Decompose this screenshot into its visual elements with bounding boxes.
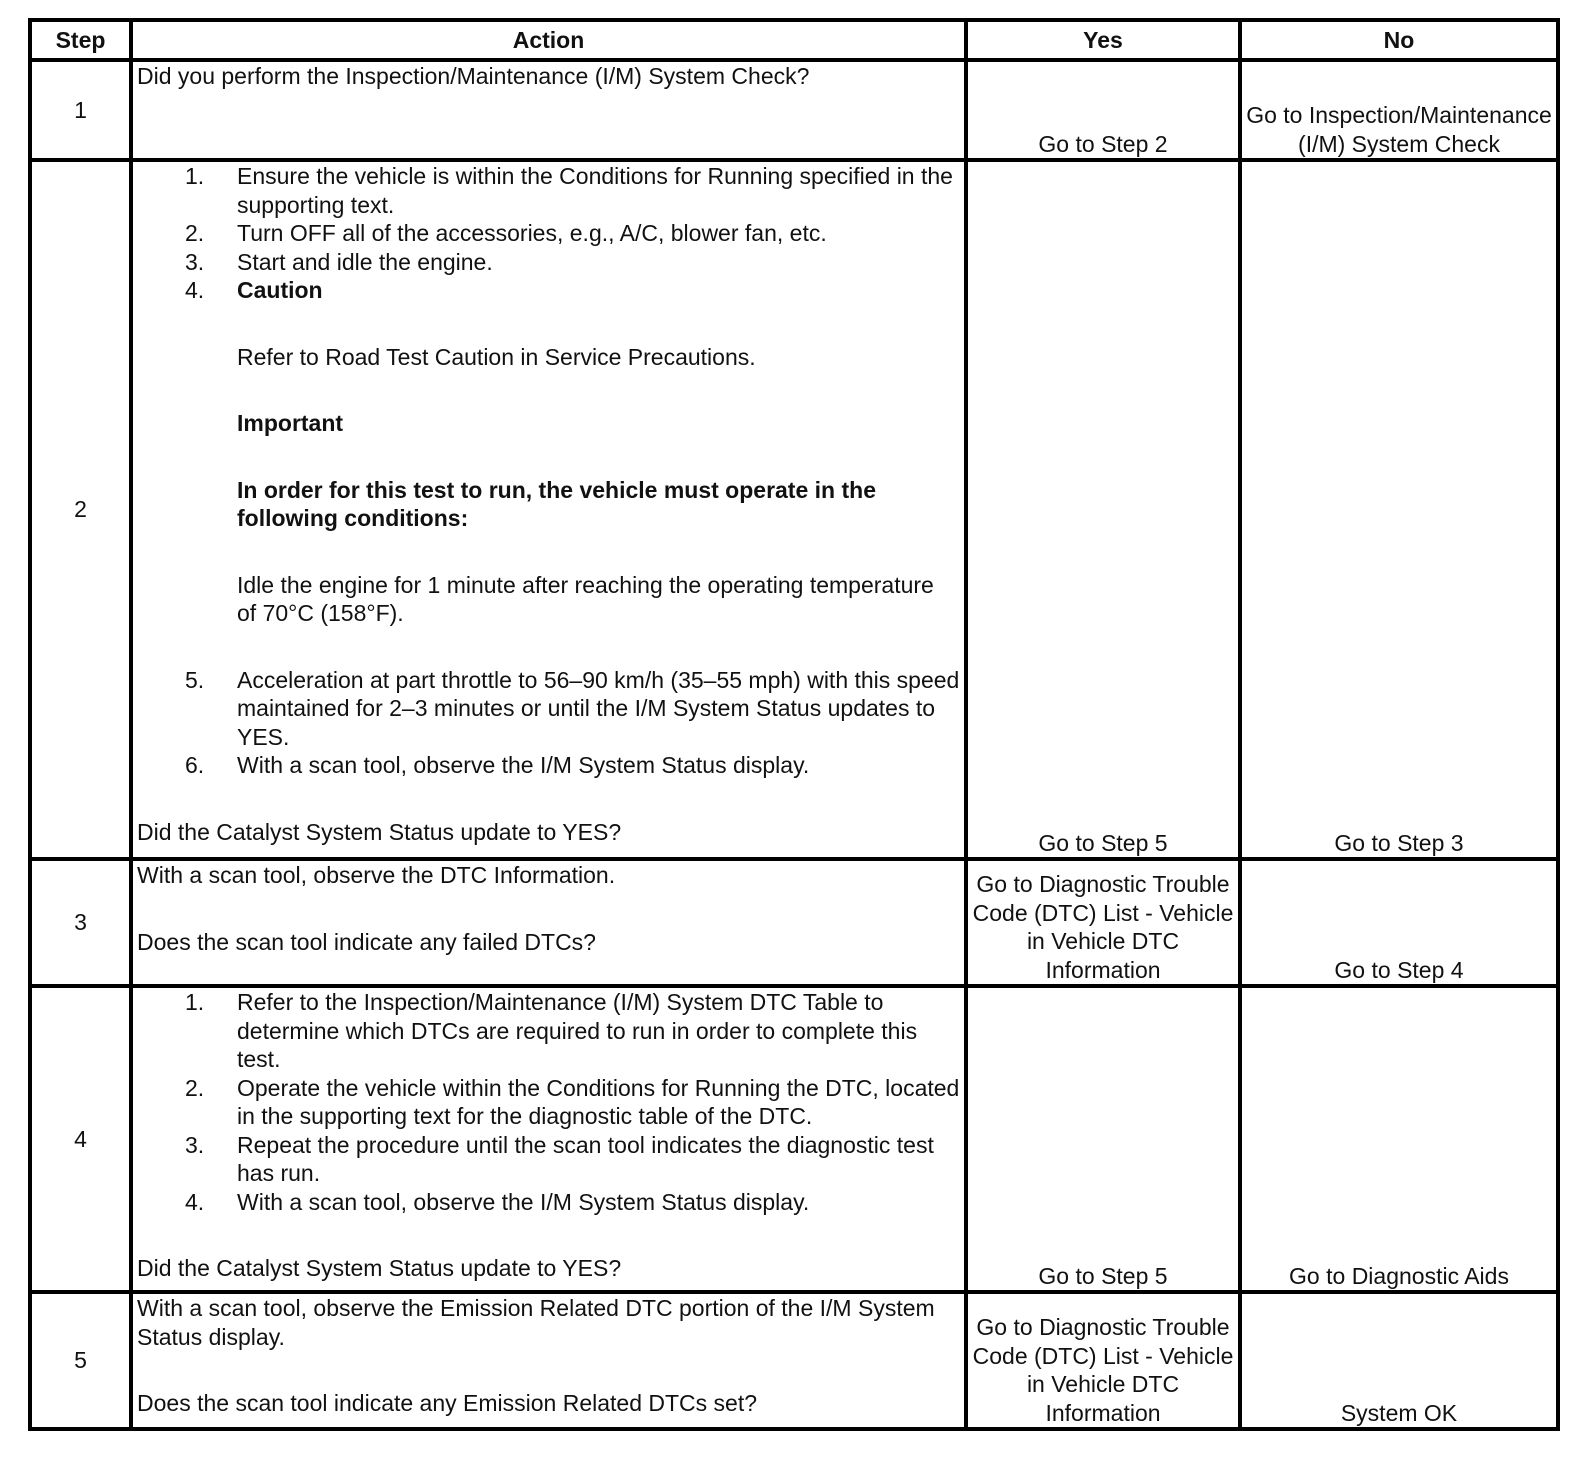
list-item-text: Turn OFF all of the accessories, e.g., A/C, blower fan, etc. — [237, 220, 827, 246]
list-item-number: 2. — [185, 220, 205, 246]
header-action: Action — [131, 20, 966, 60]
list-item-number: 1. — [185, 989, 205, 1015]
procedure-list — [137, 162, 960, 305]
list-item-text: With a scan tool, observe the I/M System Status display. — [237, 752, 810, 778]
list-item — [185, 988, 960, 1074]
table-row — [30, 859, 1558, 986]
list-item — [185, 276, 960, 305]
action-question: Did the Catalyst System Status update to YES? — [137, 1255, 622, 1281]
step-number: 2 — [30, 160, 131, 859]
action-question: Does the scan tool indicate any Emission Related DTCs set? — [137, 1390, 758, 1416]
list-item — [185, 219, 960, 248]
yes-cell[interactable]: Go to Step 2 — [966, 60, 1240, 160]
caution-label: Caution — [237, 277, 323, 303]
no-cell[interactable]: Go to Step 4 — [1240, 859, 1558, 986]
procedure-list — [137, 988, 960, 1216]
step-number: 1 — [30, 60, 131, 160]
list-item-number: 1. — [185, 163, 205, 189]
list-item-number: 6. — [185, 752, 205, 778]
yes-cell[interactable]: Go to Diagnostic Trouble Code (DTC) List - Vehicle in Vehicle DTC Information — [966, 859, 1240, 986]
list-item-number: 4. — [185, 277, 205, 303]
step-number: 4 — [30, 986, 131, 1292]
list-item-text: Acceleration at part throttle to 56–90 km/h (35–55 mph) with this speed maintained for 2–3 minutes or until the I/M System Status updates to YES. — [237, 666, 960, 750]
action-cell — [131, 986, 966, 1292]
list-item-number: 3. — [185, 248, 205, 275]
action-cell — [131, 1292, 966, 1429]
diagnostic-table — [28, 18, 1560, 1431]
list-item-number: 4. — [185, 1188, 205, 1215]
list-item-number: 5. — [185, 666, 205, 693]
action-instruction: With a scan tool, observe the Emission Related DTC portion of the I/M System Status display. — [137, 1295, 935, 1350]
yes-cell[interactable]: Go to Step 5 — [966, 160, 1240, 859]
action-cell — [131, 60, 966, 160]
action-cell — [131, 859, 966, 986]
no-cell[interactable]: System OK — [1240, 1292, 1558, 1429]
no-cell[interactable]: Go to Diagnostic Aids — [1240, 986, 1558, 1292]
step-number: 3 — [30, 859, 131, 986]
yes-cell[interactable]: Go to Step 5 — [966, 986, 1240, 1292]
list-item-text: Start and idle the engine. — [237, 248, 493, 275]
action-instruction: With a scan tool, observe the DTC Information. — [137, 862, 616, 888]
list-item-text: Repeat the procedure until the scan tool indicates the diagnostic test has run. — [237, 1131, 934, 1186]
step-number: 5 — [30, 1292, 131, 1429]
action-question: Does the scan tool indicate any failed DTCs? — [137, 928, 596, 955]
procedure-list-continued — [137, 666, 960, 780]
list-item-number: 2. — [185, 1074, 205, 1101]
action-question: Did the Catalyst System Status update to YES? — [137, 818, 622, 845]
list-item — [185, 1188, 960, 1217]
no-cell[interactable]: Go to Inspection/Maintenance (I/M) System Check — [1240, 60, 1558, 160]
table-row — [30, 986, 1558, 1292]
list-item — [185, 248, 960, 277]
no-cell[interactable]: Go to Step 3 — [1240, 160, 1558, 859]
condition-text: Idle the engine for 1 minute after reaching the operating temperature of 70°C (158°F). — [237, 571, 934, 626]
list-item-text: Operate the vehicle within the Conditions for Running the DTC, located in the supporting text for the diagnostic table of the DTC. — [237, 1074, 960, 1129]
list-item-text: With a scan tool, observe the I/M System Status display. — [237, 1188, 810, 1215]
action-question: Did you perform the Inspection/Maintenance (I/M) System Check? — [137, 63, 810, 89]
list-item-text: Refer to the Inspection/Maintenance (I/M) System DTC Table to determine which DTCs are required to run in order to complete this test. — [237, 989, 918, 1072]
header-step: Step — [30, 20, 131, 60]
header-yes: Yes — [966, 20, 1240, 60]
caution-text: Refer to Road Test Caution in Service Precautions. — [237, 343, 756, 370]
header-row — [30, 20, 1558, 60]
list-item-number: 3. — [185, 1131, 205, 1158]
yes-cell[interactable]: Go to Diagnostic Trouble Code (DTC) List - Vehicle in Vehicle DTC Information — [966, 1292, 1240, 1429]
list-item — [185, 162, 960, 219]
important-text: In order for this test to run, the vehicle must operate in the following conditions: — [237, 476, 876, 531]
list-item — [185, 1131, 960, 1188]
table-row — [30, 160, 1558, 859]
list-item — [185, 666, 960, 752]
list-item — [185, 1074, 960, 1131]
table-row — [30, 1292, 1558, 1429]
list-item-text: Ensure the vehicle is within the Conditions for Running specified in the supporting text. — [237, 163, 953, 218]
action-cell — [131, 160, 966, 859]
list-item — [185, 751, 960, 780]
important-label: Important — [237, 410, 344, 436]
table-row — [30, 60, 1558, 160]
header-no: No — [1240, 20, 1558, 60]
